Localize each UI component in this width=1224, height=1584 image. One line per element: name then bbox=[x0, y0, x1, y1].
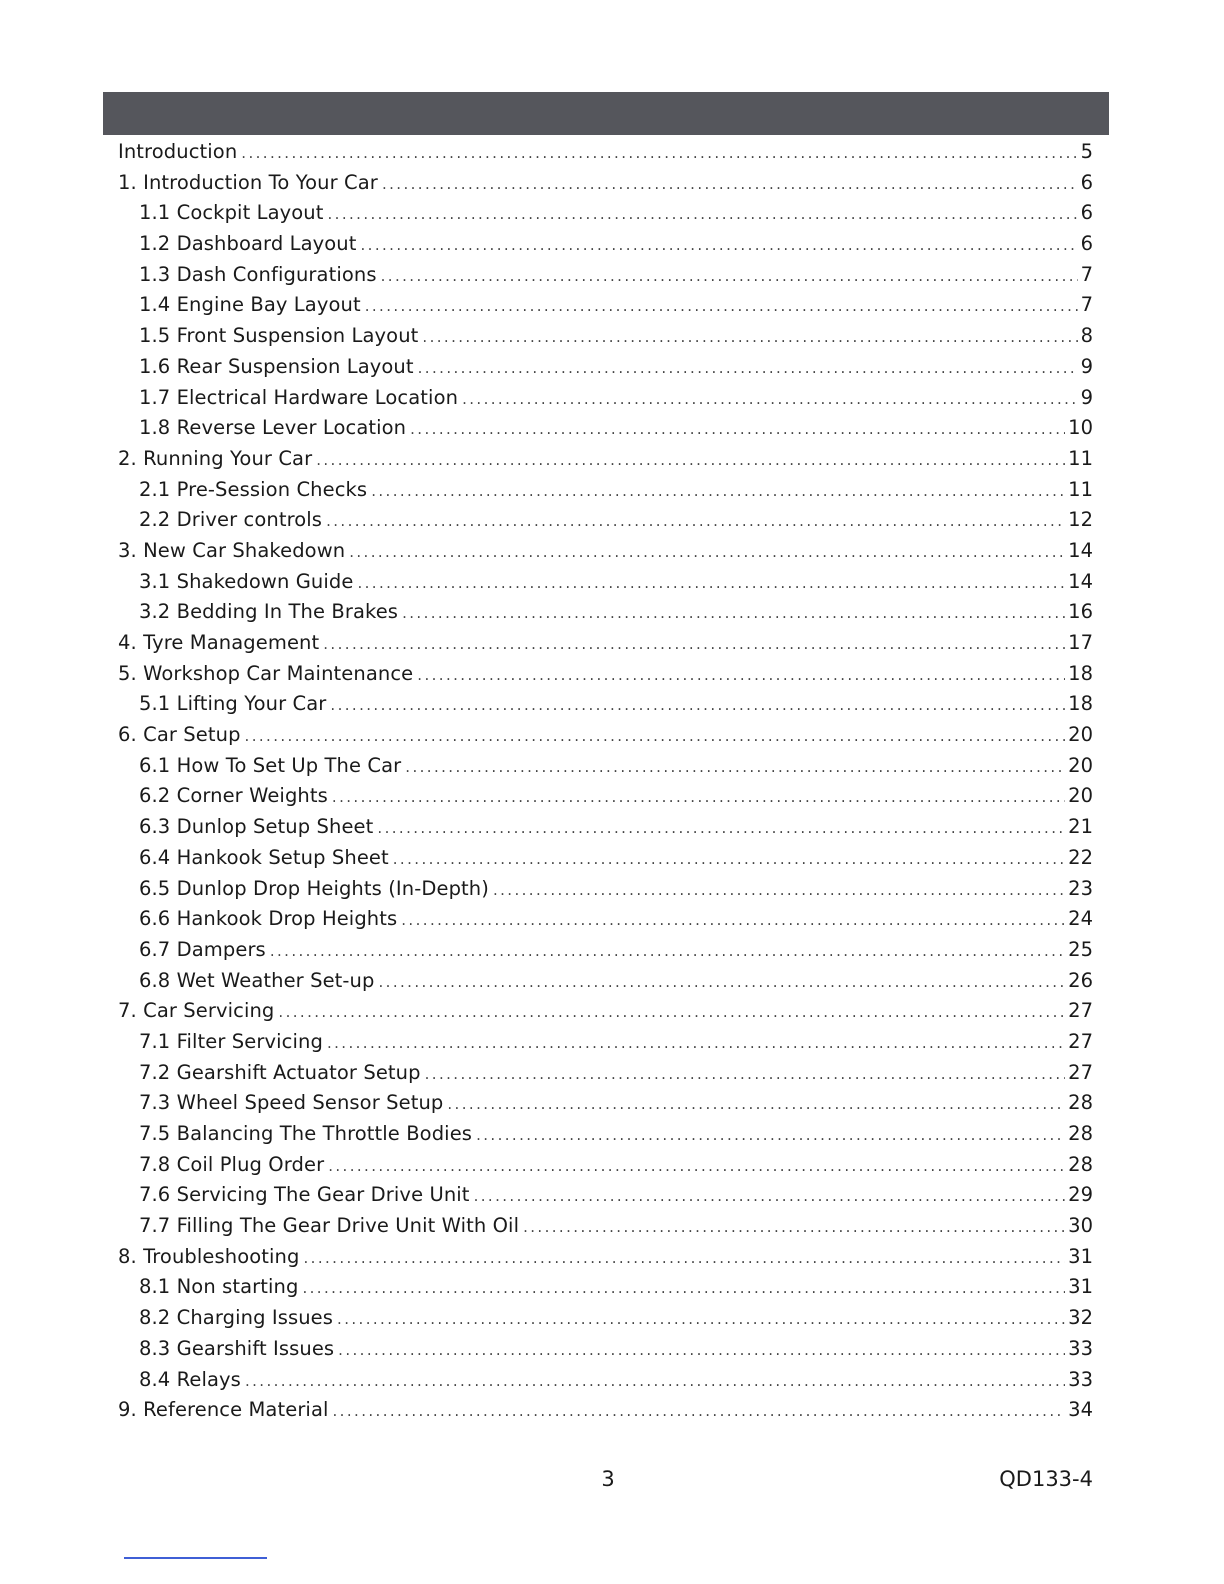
toc-entry-title: 8.1 Non starting bbox=[139, 1275, 299, 1299]
toc-entry-page: 24 bbox=[1068, 907, 1093, 931]
toc-subentry[interactable] bbox=[118, 475, 1093, 506]
toc-entry-page: 33 bbox=[1068, 1367, 1093, 1391]
page-footer bbox=[0, 1464, 1224, 1494]
toc-dot-leader bbox=[333, 1396, 1066, 1426]
toc-entry-page: 28 bbox=[1068, 1091, 1093, 1115]
toc-entry-title: 1.8 Reverse Lever Location bbox=[139, 416, 407, 440]
toc-entry-title: 8.4 Relays bbox=[139, 1367, 241, 1391]
toc-entry-title: 8.2 Charging Issues bbox=[139, 1306, 334, 1330]
toc-subentry[interactable] bbox=[118, 1150, 1093, 1181]
toc-dot-leader bbox=[381, 261, 1078, 291]
toc-entry-page: 7 bbox=[1080, 262, 1093, 286]
toc-entry-title: 7. Car Servicing bbox=[118, 999, 275, 1023]
toc-entry-title: 7.1 Filter Servicing bbox=[139, 1029, 323, 1053]
toc-entry-page: 20 bbox=[1068, 723, 1093, 747]
toc-subentry[interactable] bbox=[118, 812, 1093, 843]
toc-subentry[interactable] bbox=[118, 1272, 1093, 1303]
toc-entry-page: 30 bbox=[1068, 1214, 1093, 1238]
toc-entry-page: 22 bbox=[1068, 845, 1093, 869]
toc-entry-title: Introduction bbox=[118, 140, 238, 163]
toc-entry-page: 33 bbox=[1068, 1336, 1093, 1360]
toc-dot-leader bbox=[417, 660, 1065, 690]
toc-dot-leader bbox=[337, 1304, 1065, 1334]
toc-dot-leader bbox=[245, 721, 1066, 751]
toc-entry[interactable] bbox=[118, 720, 1093, 751]
toc-entry-title: 4. Tyre Management bbox=[118, 631, 320, 654]
toc-dot-leader bbox=[361, 230, 1078, 260]
toc-entry-page: 27 bbox=[1068, 999, 1093, 1023]
toc-entry[interactable] bbox=[118, 1242, 1093, 1273]
toc-entry-title: 1.3 Dash Configurations bbox=[139, 262, 377, 286]
toc-dot-leader bbox=[377, 813, 1065, 843]
toc-entry-page: 26 bbox=[1068, 968, 1093, 992]
toc-subentry[interactable] bbox=[118, 1180, 1093, 1211]
toc-subentry[interactable] bbox=[118, 383, 1093, 414]
toc-dot-leader bbox=[402, 598, 1065, 628]
toc-entry-title: 2. Running Your Car bbox=[118, 446, 313, 470]
toc-entry-page: 18 bbox=[1068, 692, 1093, 716]
page-number: 3 bbox=[601, 1467, 615, 1491]
toc-subentry[interactable] bbox=[118, 260, 1093, 291]
toc-entry-page: 31 bbox=[1068, 1244, 1093, 1268]
toc-entry-page: 20 bbox=[1068, 753, 1093, 777]
toc-header-bar bbox=[103, 92, 1109, 135]
toc-entry-page: 16 bbox=[1068, 600, 1093, 624]
toc-dot-leader bbox=[326, 506, 1065, 536]
toc-dot-leader bbox=[405, 752, 1065, 782]
toc-subentry[interactable] bbox=[118, 1211, 1093, 1242]
toc-entry[interactable] bbox=[118, 444, 1093, 475]
table-of-contents bbox=[118, 137, 1093, 1426]
toc-dot-leader bbox=[349, 537, 1065, 567]
toc-entry[interactable] bbox=[118, 168, 1093, 199]
toc-subentry[interactable] bbox=[118, 1058, 1093, 1089]
toc-entry-page: 6 bbox=[1080, 170, 1093, 194]
toc-entry-title: 5.1 Lifting Your Car bbox=[139, 692, 327, 716]
toc-subentry[interactable] bbox=[118, 321, 1093, 352]
toc-subentry[interactable] bbox=[118, 781, 1093, 812]
toc-entry-title: 7.2 Gearshift Actuator Setup bbox=[139, 1060, 421, 1084]
toc-dot-leader bbox=[328, 199, 1078, 229]
toc-entry-page: 14 bbox=[1068, 538, 1093, 562]
toc-subentry[interactable] bbox=[118, 1365, 1093, 1396]
toc-dot-leader bbox=[382, 169, 1078, 199]
toc-entry-title: 8. Troubleshooting bbox=[118, 1244, 300, 1268]
toc-entry-page: 28 bbox=[1068, 1152, 1093, 1176]
toc-subentry[interactable] bbox=[118, 751, 1093, 782]
toc-entry-page: 14 bbox=[1068, 569, 1093, 593]
toc-entry-page: 9 bbox=[1080, 385, 1093, 409]
toc-dot-leader bbox=[476, 1120, 1065, 1150]
toc-dot-leader bbox=[462, 384, 1078, 414]
toc-entry[interactable] bbox=[118, 996, 1093, 1027]
toc-subentry[interactable] bbox=[118, 874, 1093, 905]
toc-entry-page: 20 bbox=[1068, 784, 1093, 808]
toc-dot-leader bbox=[270, 936, 1065, 966]
toc-dot-leader bbox=[422, 322, 1077, 352]
toc-entry-title: 9. Reference Material bbox=[118, 1398, 329, 1422]
toc-entry[interactable] bbox=[118, 659, 1093, 690]
toc-entry-title: 6.5 Dunlop Drop Heights (In-Depth) bbox=[139, 876, 489, 900]
toc-entry-title: 3.2 Bedding In The Brakes bbox=[139, 600, 399, 624]
toc-entry-title: 1.5 Front Suspension Layout bbox=[139, 324, 419, 348]
toc-dot-leader bbox=[418, 353, 1078, 383]
toc-dot-leader bbox=[410, 414, 1065, 444]
toc-entry-title: 7.3 Wheel Speed Sensor Setup bbox=[139, 1091, 444, 1115]
toc-dot-leader bbox=[401, 905, 1065, 935]
toc-dot-leader bbox=[327, 1028, 1065, 1058]
toc-subentry[interactable] bbox=[118, 505, 1093, 536]
toc-entry-title: 2.1 Pre-Session Checks bbox=[139, 477, 368, 501]
toc-dot-leader bbox=[332, 782, 1065, 812]
toc-dot-leader bbox=[328, 1151, 1065, 1181]
toc-entry-page: 25 bbox=[1068, 937, 1093, 961]
toc-entry-page: 32 bbox=[1068, 1306, 1093, 1330]
toc-entry-title: 1.7 Electrical Hardware Location bbox=[139, 385, 459, 409]
toc-entry-title: 7.5 Balancing The Throttle Bodies bbox=[139, 1122, 473, 1145]
toc-subentry[interactable] bbox=[118, 1027, 1093, 1058]
toc-dot-leader bbox=[474, 1181, 1066, 1211]
toc-entry-page: 23 bbox=[1068, 876, 1093, 900]
toc-entry-page: 10 bbox=[1068, 416, 1093, 440]
toc-dot-leader bbox=[425, 1059, 1066, 1089]
toc-dot-leader bbox=[523, 1212, 1065, 1242]
toc-dot-leader bbox=[323, 629, 1065, 659]
toc-entry-page: 17 bbox=[1068, 631, 1093, 654]
toc-subentry[interactable] bbox=[118, 935, 1093, 966]
toc-subentry[interactable] bbox=[118, 843, 1093, 874]
toc-entry[interactable] bbox=[118, 1395, 1093, 1426]
toc-entry-title: 1.4 Engine Bay Layout bbox=[139, 293, 361, 317]
toc-entry-title: 6.8 Wet Weather Set-up bbox=[139, 968, 375, 992]
toc-entry-title: 1.1 Cockpit Layout bbox=[139, 201, 324, 225]
toc-entry-page: 31 bbox=[1068, 1275, 1093, 1299]
toc-entry-title: 5. Workshop Car Maintenance bbox=[118, 661, 414, 685]
toc-subentry[interactable] bbox=[118, 1334, 1093, 1365]
toc-entry[interactable] bbox=[118, 536, 1093, 567]
toc-entry-title: 6.3 Dunlop Setup Sheet bbox=[139, 815, 374, 839]
toc-entry[interactable] bbox=[118, 628, 1093, 659]
toc-dot-leader bbox=[493, 875, 1065, 905]
toc-entry-page: 29 bbox=[1068, 1183, 1093, 1207]
toc-dot-leader bbox=[245, 1366, 1065, 1396]
toc-entry-title: 7.7 Filling The Gear Drive Unit With Oil bbox=[139, 1214, 520, 1238]
toc-entry-page: 11 bbox=[1068, 477, 1093, 501]
toc-entry-title: 3. New Car Shakedown bbox=[118, 538, 346, 562]
toc-entry-page: 5 bbox=[1080, 140, 1093, 163]
toc-entry-page: 27 bbox=[1068, 1060, 1093, 1084]
toc-entry-title: 7.6 Servicing The Gear Drive Unit bbox=[139, 1183, 470, 1207]
toc-subentry[interactable] bbox=[118, 966, 1093, 997]
toc-entry-title: 1.6 Rear Suspension Layout bbox=[139, 354, 414, 378]
toc-entry-title: 1. Introduction To Your Car bbox=[118, 170, 378, 194]
link-underline bbox=[124, 1557, 267, 1559]
toc-entry-title: 6.1 How To Set Up The Car bbox=[139, 753, 402, 777]
toc-dot-leader bbox=[379, 967, 1066, 997]
toc-subentry[interactable] bbox=[118, 229, 1093, 260]
toc-entry-title: 3.1 Shakedown Guide bbox=[139, 569, 354, 593]
toc-entry-title: 2.2 Driver controls bbox=[139, 508, 323, 532]
toc-entry-page: 34 bbox=[1068, 1398, 1093, 1422]
toc-dot-leader bbox=[278, 997, 1065, 1027]
toc-entry-page: 9 bbox=[1080, 354, 1093, 378]
toc-entry-page: 18 bbox=[1068, 661, 1093, 685]
toc-dot-leader bbox=[371, 476, 1065, 506]
toc-entry-title: 7.8 Coil Plug Order bbox=[139, 1152, 325, 1176]
toc-subentry[interactable] bbox=[118, 1119, 1093, 1150]
toc-dot-leader bbox=[316, 445, 1065, 475]
toc-dot-leader bbox=[302, 1273, 1065, 1303]
toc-entry-page: 11 bbox=[1068, 446, 1093, 470]
toc-subentry[interactable] bbox=[118, 597, 1093, 628]
toc-subentry[interactable] bbox=[118, 290, 1093, 321]
toc-dot-leader bbox=[330, 690, 1065, 720]
toc-dot-leader bbox=[338, 1335, 1065, 1365]
toc-dot-leader bbox=[447, 1089, 1065, 1119]
toc-entry-title: 6.6 Hankook Drop Heights bbox=[139, 907, 398, 931]
toc-entry-page: 28 bbox=[1068, 1122, 1093, 1145]
document-code: QD133-4 bbox=[999, 1467, 1093, 1491]
toc-entry-page: 21 bbox=[1068, 815, 1093, 839]
toc-entry[interactable] bbox=[118, 137, 1093, 168]
toc-entry-page: 12 bbox=[1068, 508, 1093, 532]
toc-entry-title: 8.3 Gearshift Issues bbox=[139, 1336, 335, 1360]
toc-subentry[interactable] bbox=[118, 413, 1093, 444]
toc-entry-page: 7 bbox=[1080, 293, 1093, 317]
toc-entry-title: 1.2 Dashboard Layout bbox=[139, 232, 357, 256]
toc-entry-title: 6. Car Setup bbox=[118, 723, 241, 747]
toc-subentry[interactable] bbox=[118, 1303, 1093, 1334]
toc-dot-leader bbox=[241, 138, 1077, 168]
toc-dot-leader bbox=[365, 291, 1078, 321]
toc-entry-page: 6 bbox=[1080, 201, 1093, 225]
toc-subentry[interactable] bbox=[118, 689, 1093, 720]
toc-subentry[interactable] bbox=[118, 567, 1093, 598]
toc-subentry[interactable] bbox=[118, 352, 1093, 383]
toc-subentry[interactable] bbox=[118, 904, 1093, 935]
toc-entry-page: 6 bbox=[1080, 232, 1093, 256]
toc-entry-title: 6.7 Dampers bbox=[139, 937, 266, 961]
toc-dot-leader bbox=[357, 568, 1065, 598]
toc-entry-title: 6.4 Hankook Setup Sheet bbox=[139, 845, 389, 869]
toc-dot-leader bbox=[304, 1243, 1066, 1273]
toc-entry-page: 27 bbox=[1068, 1029, 1093, 1053]
toc-dot-leader bbox=[393, 844, 1065, 874]
toc-subentry[interactable] bbox=[118, 1088, 1093, 1119]
toc-entry-page: 8 bbox=[1080, 324, 1093, 348]
toc-entry-title: 6.2 Corner Weights bbox=[139, 784, 328, 808]
toc-subentry[interactable] bbox=[118, 198, 1093, 229]
